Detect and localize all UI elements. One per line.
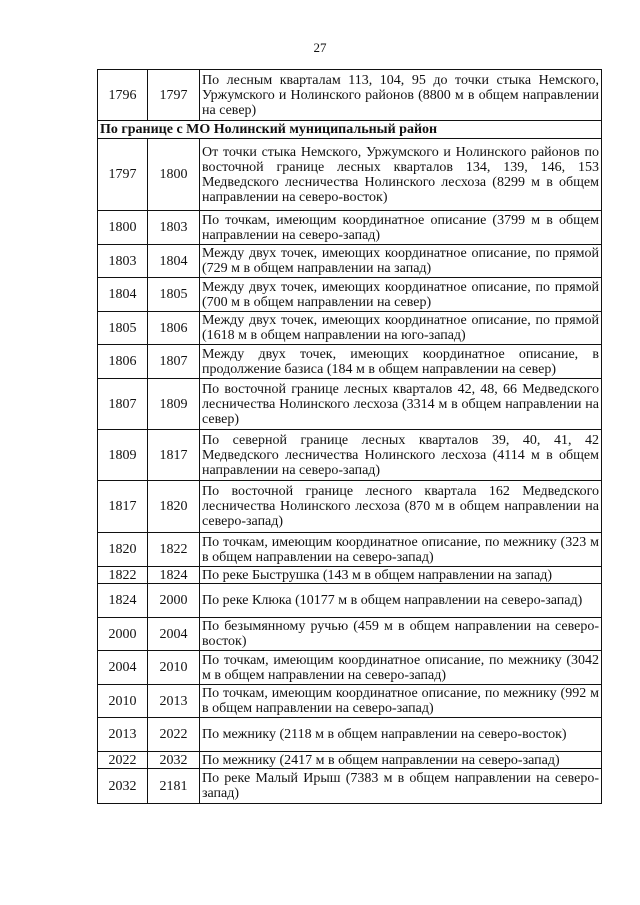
- description-cell: По точкам, имеющим координатное описание (3799 м в общем направлении на северо-запад): [200, 211, 602, 245]
- table-row: [98, 379, 602, 430]
- point-to-cell: 1824: [148, 567, 200, 584]
- point-from-cell: 1806: [98, 345, 148, 379]
- page-number: 27: [313, 40, 327, 55]
- section-header-row: [98, 121, 602, 139]
- point-to-cell: 2022: [148, 718, 200, 752]
- description-cell: По восточной границе лесного квартала 162 Медведского лесничества Нолинского лесхоза (870 м в общем направлении на северо-запад): [200, 481, 602, 533]
- description-cell: По восточной границе лесных кварталов 42, 48, 66 Медведского лесничества Нолинского лесхоза (3314 м в общем направлении на север): [200, 379, 602, 430]
- point-from-cell: 2000: [98, 618, 148, 651]
- point-from-cell: 2010: [98, 685, 148, 718]
- table-row: [98, 651, 602, 685]
- table-body: [98, 70, 602, 804]
- point-from-cell: 1805: [98, 312, 148, 345]
- table-row: [98, 752, 602, 769]
- description-cell: По лесным кварталам 113, 104, 95 до точки стыка Немского, Уржумского и Нолинского районов (8800 м в общем направлении на север): [200, 70, 602, 121]
- point-from-cell: 1800: [98, 211, 148, 245]
- point-to-cell: 1800: [148, 139, 200, 211]
- point-to-cell: 1797: [148, 70, 200, 121]
- table-row: [98, 567, 602, 584]
- point-to-cell: 1820: [148, 481, 200, 533]
- point-from-cell: 2004: [98, 651, 148, 685]
- table-row: [98, 245, 602, 278]
- point-to-cell: 1807: [148, 345, 200, 379]
- description-cell: По межнику (2118 м в общем направлении на северо-восток): [200, 718, 602, 752]
- description-cell: Между двух точек, имеющих координатное описание, по прямой (1618 м в общем направлении на юго-запад): [200, 312, 602, 345]
- point-from-cell: 1820: [98, 533, 148, 567]
- description-cell: По реке Малый Ирыш (7383 м в общем направлении на северо-запад): [200, 769, 602, 804]
- description-cell: Между двух точек, имеющих координатное описание, по прямой (729 м в общем направлении на запад): [200, 245, 602, 278]
- point-to-cell: 2004: [148, 618, 200, 651]
- table-row: [98, 584, 602, 618]
- point-to-cell: 1804: [148, 245, 200, 278]
- description-cell: От точки стыка Немского, Уржумского и Нолинского районов по восточной границе лесных кварталов 134, 139, 146, 153 Медведского лесничества Нолинского лесхоза (8299 м в общем направлении на северо-восток): [200, 139, 602, 211]
- point-to-cell: 2010: [148, 651, 200, 685]
- point-to-cell: 2013: [148, 685, 200, 718]
- table-row: [98, 312, 602, 345]
- point-to-cell: 2181: [148, 769, 200, 804]
- table-row: [98, 685, 602, 718]
- point-from-cell: 2022: [98, 752, 148, 769]
- boundary-table: [97, 69, 602, 804]
- table-row: [98, 618, 602, 651]
- table-row: [98, 70, 602, 121]
- point-from-cell: 1817: [98, 481, 148, 533]
- table-row: [98, 481, 602, 533]
- point-from-cell: 1809: [98, 430, 148, 481]
- point-to-cell: 1806: [148, 312, 200, 345]
- point-from-cell: 1822: [98, 567, 148, 584]
- description-cell: По точкам, имеющим координатное описание, по межнику (992 м в общем направлении на северо-запад): [200, 685, 602, 718]
- point-from-cell: 1796: [98, 70, 148, 121]
- point-to-cell: 1805: [148, 278, 200, 312]
- description-cell: Между двух точек, имеющих координатное описание, в продолжение базиса (184 м в общем направлении на север): [200, 345, 602, 379]
- point-to-cell: 1809: [148, 379, 200, 430]
- table-row: [98, 211, 602, 245]
- point-to-cell: 1817: [148, 430, 200, 481]
- description-cell: По точкам, имеющим координатное описание, по межнику (3042 м в общем направлении на северо-запад): [200, 651, 602, 685]
- table-row: [98, 139, 602, 211]
- point-from-cell: 1824: [98, 584, 148, 618]
- description-cell: По реке Быструшка (143 м в общем направлении на запад): [200, 567, 602, 584]
- point-from-cell: 2013: [98, 718, 148, 752]
- table-row: [98, 718, 602, 752]
- point-from-cell: 2032: [98, 769, 148, 804]
- table-row: [98, 430, 602, 481]
- table-row: [98, 769, 602, 804]
- point-to-cell: 2032: [148, 752, 200, 769]
- point-to-cell: 1822: [148, 533, 200, 567]
- description-cell: По реке Клюка (10177 м в общем направлении на северо-запад): [200, 584, 602, 618]
- point-from-cell: 1803: [98, 245, 148, 278]
- point-from-cell: 1797: [98, 139, 148, 211]
- description-cell: По безымянному ручью (459 м в общем направлении на северо-восток): [200, 618, 602, 651]
- point-to-cell: 2000: [148, 584, 200, 618]
- table-row: [98, 278, 602, 312]
- table-row: [98, 345, 602, 379]
- description-cell: По межнику (2417 м в общем направлении на северо-запад): [200, 752, 602, 769]
- table-row: [98, 533, 602, 567]
- description-cell: По северной границе лесных кварталов 39, 40, 41, 42 Медведского лесничества Нолинского лесхоза (4114 м в общем направлении на северо-запад): [200, 430, 602, 481]
- point-to-cell: 1803: [148, 211, 200, 245]
- section-title: По границе с МО Нолинский муниципальный район: [98, 121, 602, 139]
- description-cell: По точкам, имеющим координатное описание, по межнику (323 м в общем направлении на северо-запад): [200, 533, 602, 567]
- description-cell: Между двух точек, имеющих координатное описание, по прямой (700 м в общем направлении на север): [200, 278, 602, 312]
- point-from-cell: 1804: [98, 278, 148, 312]
- point-from-cell: 1807: [98, 379, 148, 430]
